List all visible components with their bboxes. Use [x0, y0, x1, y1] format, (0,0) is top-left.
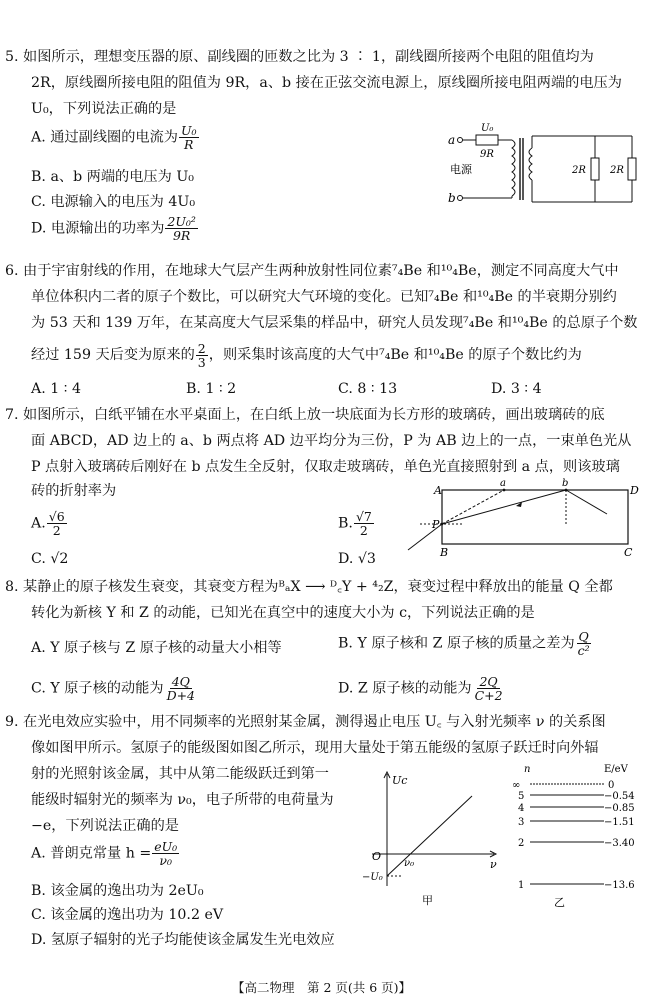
level-e-1: −13.6: [604, 880, 635, 891]
q6-option-d: D. 3 ∶ 4: [491, 381, 542, 397]
q7-option-c: C. √2: [31, 551, 69, 567]
terminal-b-icon: [458, 196, 463, 201]
label-P: P: [432, 518, 440, 531]
q5-line2: 2R，原线圈所接电阻的阻值为 9R，a、b 接在正弦交流电源上，原线圈所接电阻两端的电压为: [31, 75, 622, 91]
stopping-voltage-line: [387, 796, 472, 876]
q7-option-d: D. √3: [338, 551, 376, 567]
level-n-3: 3: [518, 817, 525, 828]
label-u0: U₀: [481, 123, 494, 134]
resistor-9r: [476, 135, 498, 145]
q8-option-a: A. Y 原子核与 Z 原子核的动量大小相等: [31, 640, 282, 656]
label-a: a: [500, 478, 506, 489]
q5-option-b: B. a、b 两端的电压为 U₀: [31, 169, 194, 185]
primary-coil-icon: [512, 140, 515, 196]
q6-option-c: C. 8 ∶ 13: [338, 381, 398, 397]
level-n-2: 2: [518, 838, 525, 849]
label-nu: ν: [490, 858, 497, 871]
q7-line4: 砖的折射率为: [31, 483, 117, 499]
reflected-ray: [566, 490, 607, 514]
direct-ray-dashed: [442, 490, 504, 524]
label-9r: 9R: [480, 149, 494, 160]
q9-line3: 射的光照射该金属，其中从第二能级跃迁到第一: [31, 766, 329, 782]
level-e-inf: 0: [608, 780, 615, 791]
label-e-ev: E/eV: [604, 764, 628, 775]
q6-line2: 单位体积内二者的原子个数比，可以研究大气环境的变化。已知⁷₄Be 和¹⁰₄Be 的半衰期分别约: [31, 289, 617, 305]
label-source: 电源: [450, 163, 472, 176]
label-O: O: [372, 850, 382, 863]
q5-option-d: D. 电源输出的功率为 $\frac{\text{2U₀²}}{9R}$: [31, 214, 196, 243]
q9-line1: 9. 在光电效应实验中，用不同频率的光照射某金属，测得遏止电压 U꜀ 与入射光频率 ν 的关系图: [5, 714, 606, 730]
q9-option-c: C. 该金属的逸出功为 10.2 eV: [31, 907, 224, 923]
q8-option-c: C. Y 原子核的动能为 $\frac{4Q}{D+4}$: [31, 674, 196, 703]
q7-line1: 7. 如图所示，白纸平铺在水平桌面上，在白纸上放一块底面为长方形的玻璃砖，画出玻璃砖的底: [5, 407, 605, 423]
caption-jia: 甲: [422, 894, 433, 907]
label-A: A: [434, 484, 442, 497]
q7-glass-brick-figure: [402, 478, 647, 560]
level-n-4: 4: [518, 803, 525, 814]
q9-line5: −e，下列说法正确的是: [31, 818, 179, 834]
caption-yi: 乙: [554, 896, 565, 909]
q9-figure-jia: [362, 768, 502, 908]
level-n-5: 5: [518, 791, 525, 802]
label-C: C: [624, 546, 633, 559]
q8-line1: 8. 某静止的原子核发生衰变，其衰变方程为ᴮₐX ⟶ ᴰ꜀Y + ⁴₂Z，衰变过程中释放出的能量 Q 全都: [5, 579, 613, 595]
resistor-2r-second: [628, 158, 636, 180]
q6-line4: 经过 159 天后变为原来的 $\frac{2}{3}$ ，则采集时该高度的大气中⁷₄Be 和¹⁰₄Be 的原子个数比约为: [31, 340, 582, 370]
label-b: b: [562, 478, 569, 489]
level-e-4: −0.85: [604, 803, 635, 814]
q6-option-b: B. 1 ∶ 2: [186, 381, 237, 397]
label-b: b: [448, 191, 456, 205]
q9-option-b: B. 该金属的逸出功为 2eU₀: [31, 883, 204, 899]
q8-option-b: B. Y 原子核和 Z 原子核的质量之差为 $\frac{Q}{\text{c²}}$: [338, 629, 590, 658]
q5-line3: U₀，下列说法正确的是: [31, 101, 177, 117]
q5-option-c: C. 电源输入的电压为 4U₀: [31, 194, 196, 210]
terminal-a-icon: [458, 138, 463, 143]
level-e-3: −1.51: [604, 817, 635, 828]
q5-transformer-circuit-figure: [440, 118, 640, 210]
q8-option-d: D. Z 原子核的动能为 $\frac{2Q}{C+2}$: [338, 674, 503, 703]
page-footer: 【高二物理 第 2 页(共 6 页)】: [232, 980, 412, 995]
q6-line3: 为 53 天和 139 万年，在某高度大气层采集的样品中，研究人员发现⁷₄Be 和¹⁰₄Be 的总原子个数: [31, 315, 638, 331]
label-D: D: [630, 484, 639, 497]
level-e-2: −3.40: [604, 838, 635, 849]
refracted-ray: [442, 490, 566, 524]
q5-line1: 5. 如图所示，理想变压器的原、副线圈的匝数之比为 3 ∶ 1，副线圈所接两个电阻的阻值均为: [5, 49, 594, 65]
q7-line2: 面 ABCD，AD 边上的 a、b 两点将 AD 边平均分为三份，P 为 AB 边上的一点，一束单色光从: [31, 433, 632, 449]
label-n: n: [524, 764, 531, 775]
q9-line4: 能级时辐射光的频率为 ν₀，电子所带的电荷量为: [31, 792, 334, 808]
q6-line1: 6. 由于宇宙射线的作用，在地球大气层产生两种放射性同位素⁷₄Be 和¹⁰₄Be，测定不同高度大气中: [5, 263, 619, 279]
level-e-5: −0.54: [604, 791, 635, 802]
secondary-coil-icon: [529, 148, 532, 180]
label-minus-u0: −U₀: [362, 872, 383, 883]
level-n-inf: ∞: [512, 780, 521, 791]
q9-figure-yi-energy-levels: [508, 760, 648, 910]
q5-option-a: A. 通过副线圈的电流为 $\frac{\text{U₀}}{R}$: [31, 123, 197, 152]
q6-option-a: A. 1 ∶ 4: [31, 381, 82, 397]
q9-line2: 像如图甲所示。氢原子的能级图如图乙所示，现用大量处于第五能级的氢原子跃迁时向外辐: [31, 740, 599, 756]
q7-option-a: A. $\frac{√6}{2}$: [31, 509, 65, 538]
label-a: a: [448, 133, 456, 147]
incident-ray: [408, 524, 442, 550]
label-2r-second: 2R: [610, 165, 624, 176]
label-nu0: ν₀: [404, 858, 415, 869]
resistor-2r-first: [591, 158, 599, 180]
q9-option-d: D. 氢原子辐射的光子均能使该金属发生光电效应: [31, 932, 335, 948]
q7-line3: P 点射入玻璃砖后刚好在 b 点发生全反射，仅取走玻璃砖，单色光直接照射到 a 点，则该玻璃: [31, 459, 620, 475]
label-uc: Uc: [392, 774, 408, 787]
level-n-1: 1: [518, 880, 525, 891]
label-2r-first: 2R: [572, 165, 586, 176]
q8-line2: 转化为新核 Y 和 Z 的动能，已知光在真空中的速度大小为 c，下列说法正确的是: [31, 605, 535, 621]
q7-option-b: B. $\frac{√7}{2}$: [338, 509, 372, 538]
q9-option-a: A. 普朗克常量 h = $\frac{\text{eU₀}}{\text{ν₀}}$: [31, 839, 178, 868]
label-B: B: [440, 546, 449, 559]
